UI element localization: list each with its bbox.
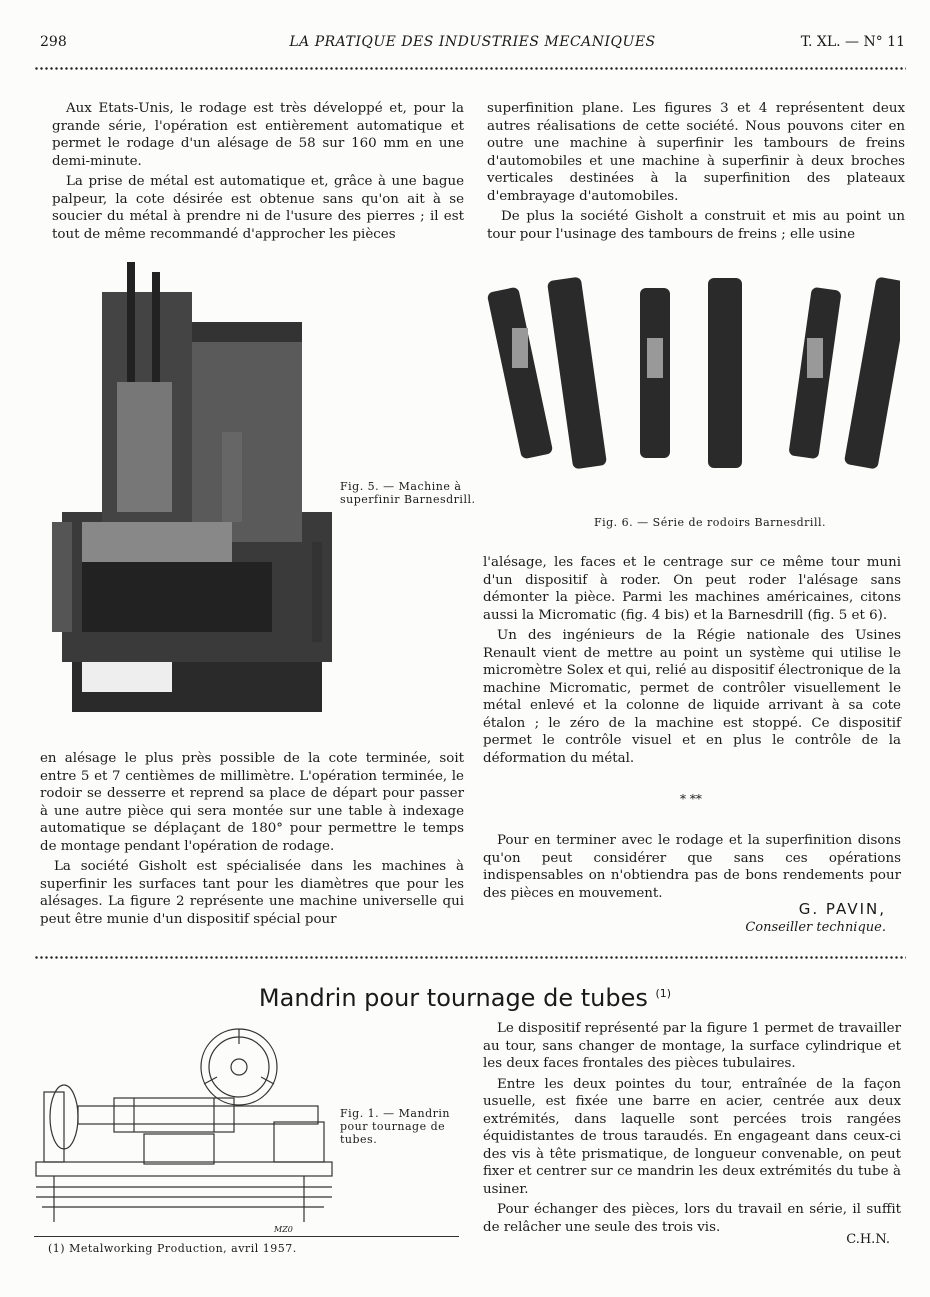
author-name: G. PAVIN, <box>798 900 886 918</box>
fig6-caption: Fig. 6. — Série de rodoirs Barnesdrill. <box>593 516 826 529</box>
header-dotted-rule <box>34 66 906 71</box>
journal-title: LA PRATIQUE DES INDUSTRIES MECANIQUES <box>289 34 656 50</box>
footnote: (1) Metalworking Production, avril 1957. <box>48 1242 297 1255</box>
article1-left-top <box>52 100 464 246</box>
fig1-lathe-drawing <box>34 1022 334 1234</box>
paragraph: Pour en terminer avec le rodage et la superfinition disons qu'on peut considérer que sans ces opérations indispensables on n'obtiendra pas de bons rendements pour des pièces en mouvement. <box>483 833 901 901</box>
section-dotted-rule <box>34 955 906 960</box>
issue-number: T. XL. — N° 11 <box>800 34 905 50</box>
section-separator-stars: * ** <box>680 792 702 806</box>
fig5-caption: Fig. 5. — Machine à superfinir Barnesdrill. <box>340 480 476 506</box>
article2-title: Mandrin pour tournage de tubes $^{(1)}$ <box>258 984 672 1012</box>
author-role: Conseiller technique. <box>745 920 886 935</box>
paragraph: La société Gisholt est spécialisée dans les machines à superfinir les surfaces tant pour les diamètres que pour les alésages. La figure 2 représente une machine universelle qui peut être munie d'un dispositif spécial pour <box>40 859 464 927</box>
paragraph: La prise de métal est automatique et, grâce à une bague palpeur, la cote désirée est obtenue sans qu'on ait à se soucier du métal à prendre ni de l'usure des pierres ; il est tout de même recommandé d'approcher les pièces <box>52 174 464 242</box>
paragraph: Entre les deux pointes du tour, entraînée de la façon usuelle, est fixée une barre en acier, centrée aux deux extrémités, dans laquelle sont percées trois rangées équidistantes de trous taraudés. En engageant dans ceux-ci des vis à tête prismatique, de longueur convenable, on peut fixer et centrer sur ce mandrin les deux extrémités du tube à usiner. <box>483 1076 901 1197</box>
page-number: 298 <box>40 34 67 50</box>
drawing-mark: MZ0 <box>274 1225 293 1234</box>
paragraph: Un des ingénieurs de la Régie nationale des Usines Renault vient de mettre au point un système qui utilise le micromètre Solex et qui, relié au dispositif électronique de la machine Micromatic, permet de contrôler visuellement le métal enlevé et la colonne de liquide arrivant à sa cote étalon ; le zéro de la machine est stoppé. Ce dispositif permet le contrôle visuel et en plus le contrôle de la déformation du métal. <box>483 628 901 766</box>
running-header <box>40 34 905 56</box>
article1-left-bottom <box>40 750 464 931</box>
paragraph: De plus la société Gisholt a construit et mis au point un tour pour l'usinage des tambours de freins ; elle usine <box>487 209 905 242</box>
fig1-caption: Fig. 1. — Mandrin pour tournage de tubes. <box>340 1107 450 1146</box>
paragraph: l'alésage, les faces et le centrage sur ce même tour muni d'un dispositif à roder. On peut roder l'alésage sans démonter la pièce. Parmi les machines américaines, citons aussi la Micromatic (fig. 4 bis) et la Barnesdrill (fig. 5 et 6). <box>483 555 901 623</box>
article1-right-top <box>487 100 905 246</box>
title-footnote-marker: (1) <box>655 987 672 1000</box>
fig6-hones-photo <box>482 268 900 508</box>
article2-signature: C.H.N. <box>846 1232 890 1247</box>
footnote-rule <box>34 1236 459 1237</box>
fig5-machine-photo <box>42 262 342 732</box>
article1-right-middle <box>483 554 901 770</box>
paragraph: en alésage le plus près possible de la cote terminée, soit entre 5 et 7 centièmes de millimètre. L'opération terminée, le rodoir se desserre et reprend sa place de départ pour passer à une autre pièce qui sera montée sur une table à indexage automatique se déplaçant de 180° pour permettre le temps de montage pendant l'opération de rodage. <box>40 751 464 854</box>
paragraph: Pour échanger des pièces, lors du travail en série, il suffit de relâcher une seule des trois vis. <box>483 1202 901 1235</box>
paragraph: Aux Etats-Unis, le rodage est très développé et, pour la grande série, l'opération est entièrement automatique et permet le rodage d'un alésage de 58 sur 160 mm en une demi-minute. <box>52 101 464 169</box>
article2-body <box>483 1020 901 1239</box>
paragraph: Le dispositif représenté par la figure 1 permet de travailler au tour, sans changer de montage, la surface cylindrique et les deux faces frontales des pièces tubulaires. <box>483 1021 901 1071</box>
paragraph: superfinition plane. Les figures 3 et 4 représentent deux autres réalisations de cette société. Nous pouvons citer en outre une machine à superfinir les tambours de freins d'automobiles et une machine à superfinir à deux broches verticales destinées à la superfinition des plateaux d'embrayage d'automobiles. <box>487 101 905 204</box>
article1-conclusion <box>483 832 901 905</box>
article1-signature <box>745 900 886 935</box>
